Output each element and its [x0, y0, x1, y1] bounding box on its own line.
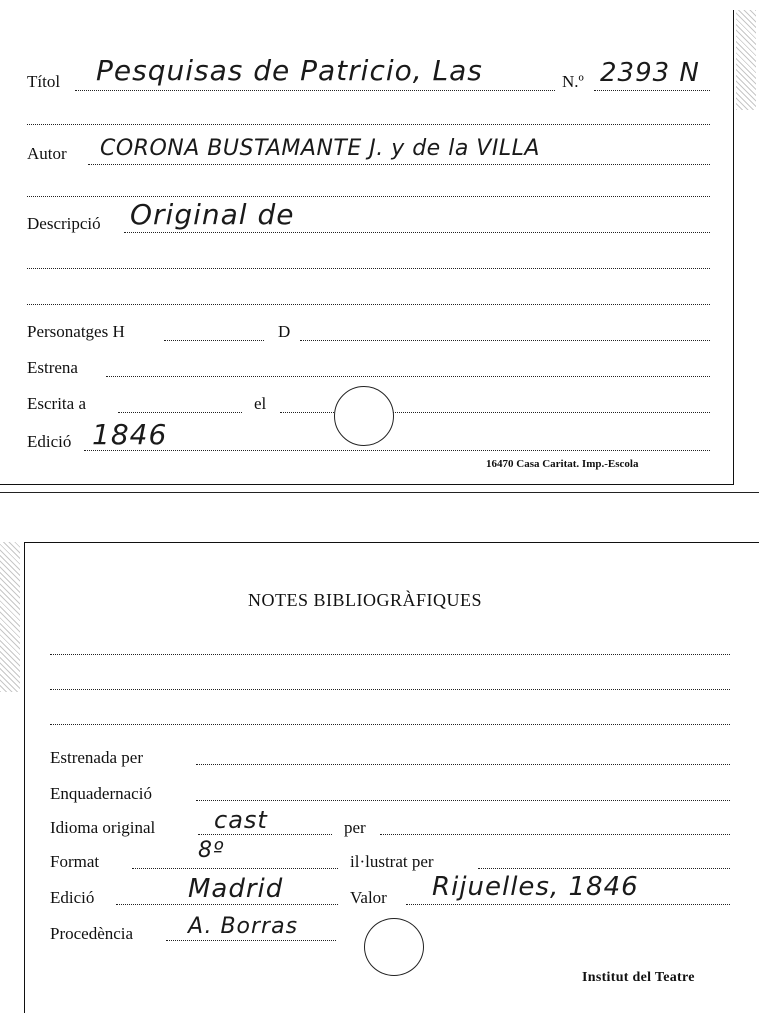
- idioma-label: Idioma original: [50, 818, 156, 837]
- autor-line: [88, 164, 710, 165]
- illustrat-label: il·lustrat per: [350, 852, 434, 871]
- personatges-d-line: [300, 340, 710, 341]
- estrena-label: Estrena: [27, 358, 78, 377]
- estrenada-line: [196, 764, 730, 765]
- enquadernacio-line: [196, 800, 730, 801]
- notes-line-3: [50, 724, 730, 725]
- card-edge-speckle: [736, 10, 756, 110]
- titol-label: Títol: [27, 72, 61, 91]
- institution-stamp: Institut del Teatre: [582, 970, 695, 985]
- edicio-label: Edició: [27, 432, 72, 451]
- number-value: 2393 N: [600, 58, 700, 88]
- blank-line-3: [27, 268, 710, 269]
- escrita-label: Escrita a: [27, 394, 86, 413]
- enquadernacio-label: Enquadernació: [50, 784, 152, 803]
- titol-value: Pesquisas de Patricio, Las: [96, 54, 483, 87]
- valor-line: [406, 904, 730, 905]
- notes-heading: NOTES BIBLIOGRÀFIQUES: [248, 590, 483, 610]
- punch-hole-bottom: [364, 918, 424, 976]
- punch-hole-top: [334, 386, 394, 446]
- edicio-bottom-line: [116, 904, 338, 905]
- number-line: [594, 90, 710, 91]
- edicio-bottom-value: Madrid: [188, 874, 284, 904]
- notes-line-1: [50, 654, 730, 655]
- idioma-value: cast: [214, 806, 268, 834]
- estrenada-label: Estrenada per: [50, 748, 143, 767]
- blank-line-1: [27, 124, 710, 125]
- format-label: Format: [50, 852, 100, 871]
- edicio-bottom-label: Edició: [50, 888, 95, 907]
- autor-label: Autor: [27, 144, 67, 163]
- titol-line: [75, 90, 555, 91]
- edicio-value: 1846: [92, 418, 168, 451]
- procedencia-label: Procedència: [50, 924, 134, 943]
- estrena-line: [106, 376, 710, 377]
- valor-label: Valor: [350, 888, 387, 907]
- idioma-line: [198, 834, 332, 835]
- descripcio-value: Original de: [130, 198, 295, 231]
- number-label: N.º: [562, 72, 584, 91]
- autor-value: CORONA BUSTAMANTE J. y de la VILLA: [100, 136, 540, 161]
- per-label: per: [344, 818, 366, 837]
- card-separator: [0, 492, 759, 493]
- blank-line-2: [27, 196, 710, 197]
- card-edge-speckle-bottom: [0, 542, 20, 692]
- el-label: el: [254, 394, 267, 413]
- blank-line-4: [27, 304, 710, 305]
- personatges-label: Personatges H: [27, 322, 125, 341]
- notes-line-2: [50, 689, 730, 690]
- edicio-line: [84, 450, 710, 451]
- format-value: 8º: [198, 838, 225, 863]
- procedencia-value: A. Borras: [188, 914, 299, 939]
- printer-imprint: 16470 Casa Caritat. Imp.-Escola: [486, 458, 639, 470]
- personatges-h-line: [164, 340, 264, 341]
- d-label: D: [278, 322, 291, 341]
- procedencia-line: [166, 940, 336, 941]
- escrita-line: [118, 412, 242, 413]
- illustrat-line: [478, 868, 730, 869]
- format-line: [132, 868, 338, 869]
- per-line: [380, 834, 730, 835]
- valor-value: Rijuelles, 1846: [432, 872, 639, 902]
- descripcio-line: [124, 232, 710, 233]
- descripcio-label: Descripció: [27, 214, 101, 233]
